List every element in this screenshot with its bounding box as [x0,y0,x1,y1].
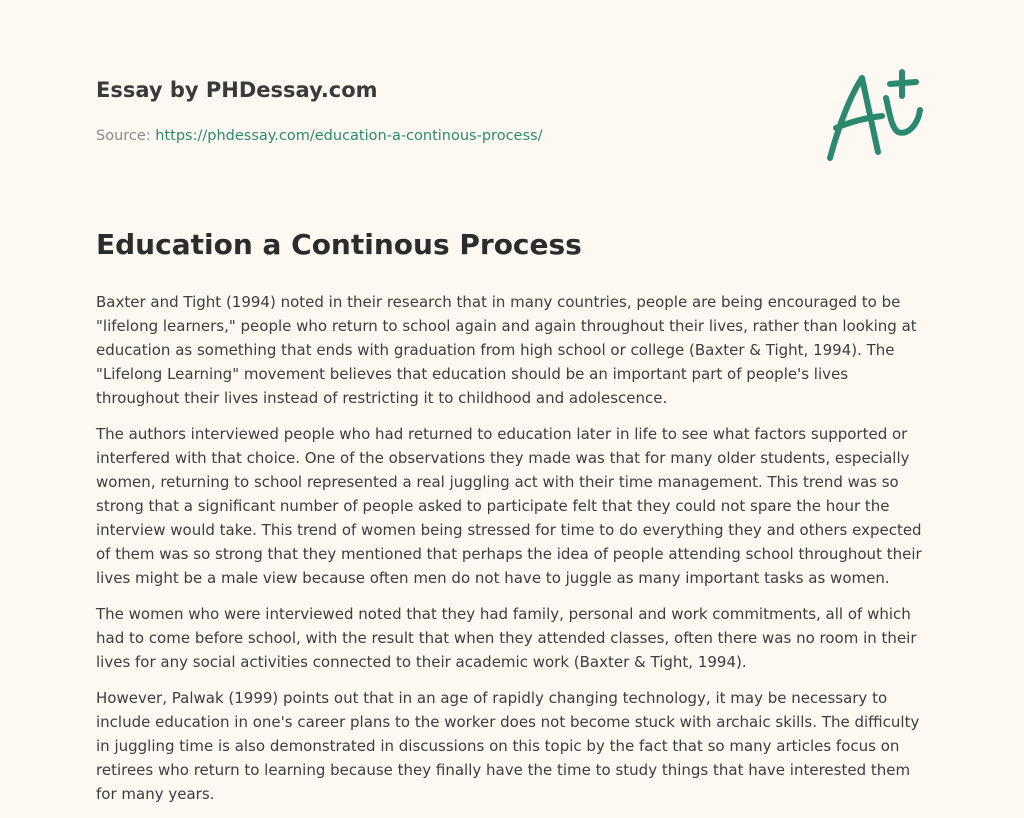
essay-title: Education a Continous Process [96,228,582,261]
essay-paragraph-4: However, Palwak (1999) points out that in an age of rapidly changing technology, it may be necessary to include education in one's career plans to the worker does not become stuck with archaic skills. The difficulty in juggling time is also demonstrated in discussions on this topic by the fact that so many articles focus on retirees who return to learning because they finally have the time to study things that have interested them for many years. [96,689,920,803]
essay-paragraph-1: Baxter and Tight (1994) noted in their research that in many countries, people are being encouraged to be "lifelong learners," people who return to school again and again throughout their lives, rather than looking at education as something that ends with graduation from high school or college (Baxter & Tight, 1994). The "Lifelong Learning" movement believes that education should be an important part of people's lives throughout their lives instead of restricting it to childhood and adolescence. [96,293,917,407]
a-plus-grade-icon [820,66,928,166]
page-header [96,76,796,146]
essay-content [96,226,932,818]
essay-paragraph-2: The authors interviewed people who had returned to education later in life to see what factors supported or interfered with that choice. One of the observations they made was that for many older students, especially women, returning to school represented a real juggling act with their time management. This trend was so strong that a significant number of people asked to participate felt that they could not spare the hour the interview would take. This trend of women being stressed for time to do everything they and others expected of them was so strong that they mentioned that perhaps the idea of people attending school throughout their lives might be a male view because often men do not have to juggle as many important tasks as women. [96,425,922,587]
site-brand: Essay by PHDessay.com [96,78,378,102]
source-line [96,126,796,146]
essay-paragraph-3: The women who were interviewed noted that they had family, personal and work commitments, all of which had to come before school, with the result that when they attended classes, often there was no room in their lives for any social activities connected to their academic work (Baxter & Tight, 1994). [96,605,917,671]
source-label: Source: [96,128,156,144]
source-link[interactable]: https://phdessay.com/education-a-continous-process/ [155,128,543,144]
